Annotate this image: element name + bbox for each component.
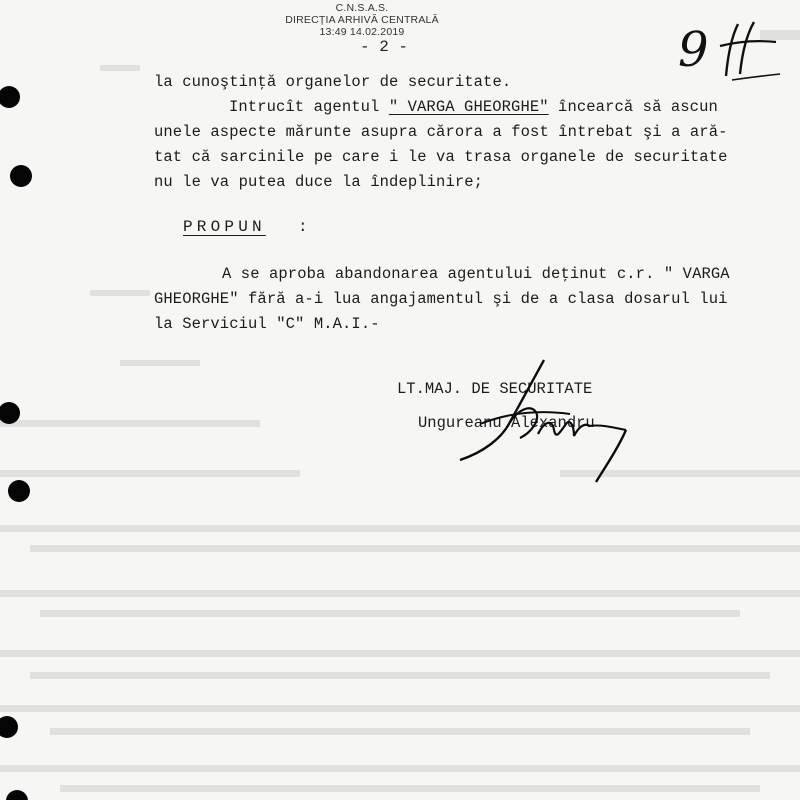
punch-hole — [10, 165, 32, 187]
signatory-rank: LT.MAJ. DE SECURITATE — [397, 380, 593, 398]
body-line-3: unele aspecte mărunte asupra cărora a fost întrebat şi a ară- — [154, 123, 728, 141]
body-line-5: nu le va putea duce la îndeplinire; — [154, 173, 484, 191]
proposal-heading: PROPUN — [183, 218, 266, 236]
folio-number-handwritten — [676, 14, 786, 84]
body-line-4: tat că sarcinile pe care i le va trasa organele de securitate — [154, 148, 728, 166]
svg-text:9: 9 — [678, 22, 709, 78]
body-line-2 — [229, 95, 718, 120]
body-line-2-prefix: Intrucît agentul — [229, 98, 389, 116]
body-line-2-suffix: încearcă să ascun — [548, 98, 718, 116]
agent-name-underlined: " VARGA GHEORGHE" — [388, 98, 549, 116]
stamp-timestamp: 13:49 14.02.2019 — [319, 26, 405, 38]
stamp-institution: C.N.S.A.S. — [335, 2, 389, 14]
proposal-line-2: GHEORGHE" fără a-i lua angajamentul şi de a clasa dosarul lui — [154, 290, 728, 308]
signatory-name: Ungureanu Alexandru — [418, 414, 595, 432]
handwritten-signature — [440, 352, 640, 492]
stamp-department: DIRECȚIA ARHIVĂ CENTRALĂ — [285, 14, 439, 26]
punch-hole — [8, 480, 30, 502]
proposal-line-1: A se aproba abandonarea agentului deţinut c.r. " VARGA — [222, 265, 730, 283]
body-line-1: la cunoştinţă organelor de securitate. — [154, 73, 512, 91]
proposal-line-3: la Serviciul "C" M.A.I.- — [154, 315, 380, 333]
proposal-heading-colon: : — [298, 218, 308, 236]
archive-stamp — [262, 2, 462, 38]
page-number: - 2 - — [360, 38, 409, 56]
